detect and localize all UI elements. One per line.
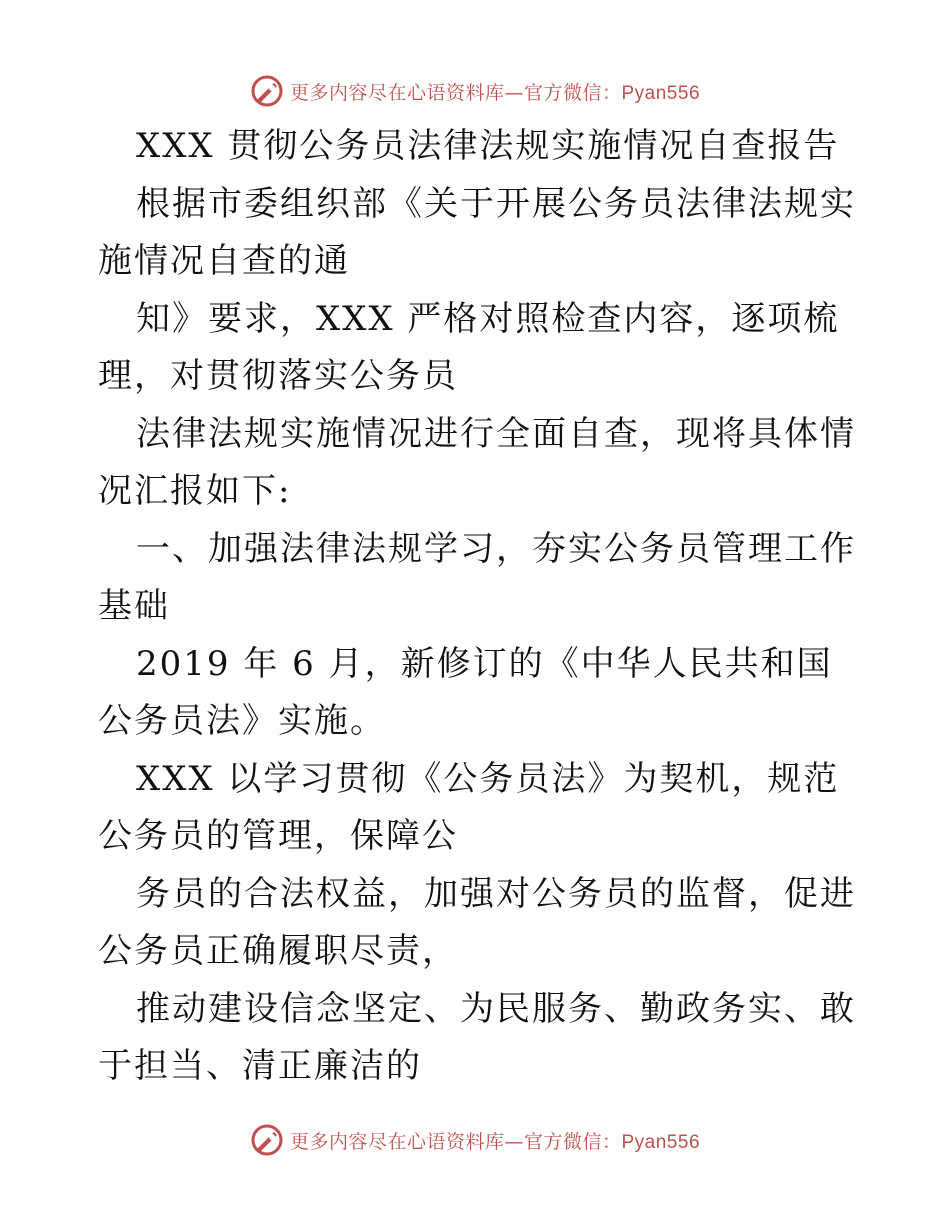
- paragraph: 2019 年 6 月，新修订的《中华人民共和国公务员法》实施。: [98, 643, 833, 741]
- document-body: [98, 118, 858, 1096]
- paragraph: 法律法规实施情况进行全面自查，现将具体情况汇报如下:: [98, 413, 856, 511]
- paragraph: 知》要求，XXX 严格对照检查内容，逐项梳理，对贯彻落实公务员: [98, 298, 840, 396]
- quill-logo-icon: [250, 74, 284, 108]
- paragraph: XXX 以学习贯彻《公务员法》为契机，规范公务员的管理，保障公: [98, 758, 840, 856]
- watermark-text: 更多内容尽在心语资料库—官方微信：Pyan556: [289, 1130, 701, 1153]
- header-watermark: [0, 71, 950, 111]
- section-heading: 一、加强法律法规学习，夯实公务员管理工作基础: [98, 528, 856, 626]
- paragraph: 务员的合法权益，加强对公务员的监督，促进公务员正确履职尽责，: [98, 873, 856, 971]
- footer-watermark: [0, 1120, 950, 1160]
- quill-logo-icon: [250, 1123, 284, 1157]
- paragraph: 推动建设信念坚定、为民服务、勤政务实、敢于担当、清正廉洁的: [98, 988, 856, 1086]
- paragraph: 根据市委组织部《关于开展公务员法律法规实施情况自查的通: [98, 183, 856, 281]
- watermark-text: 更多内容尽在心语资料库—官方微信：Pyan556: [289, 81, 701, 104]
- document-title: XXX 贯彻公务员法律法规实施情况自查报告: [136, 126, 840, 166]
